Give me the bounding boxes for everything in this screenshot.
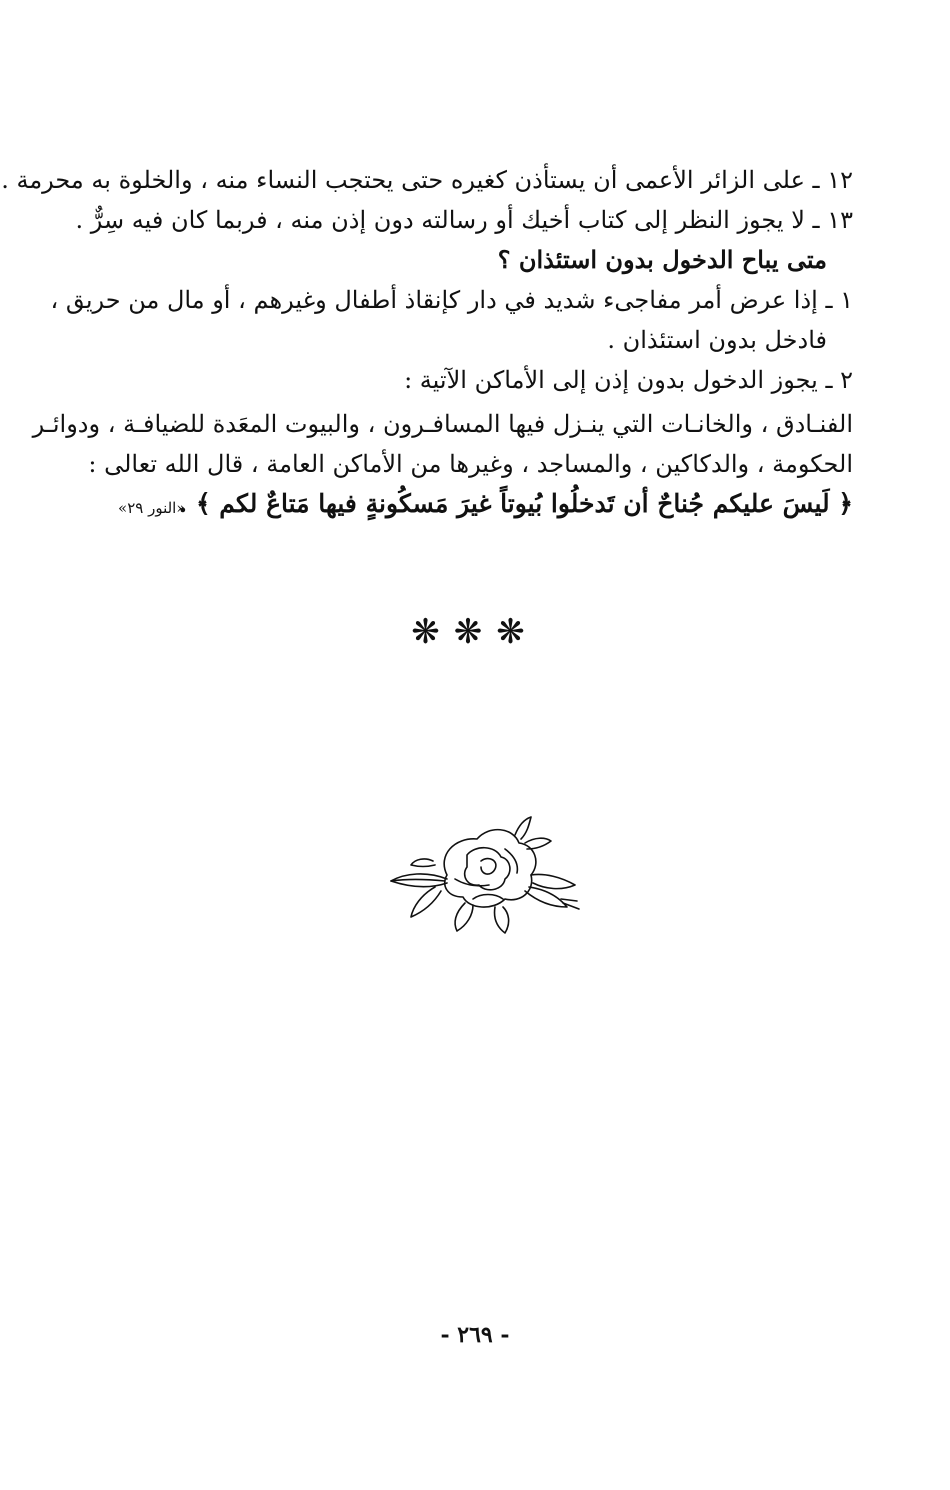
item-13: ١٣ ـ لا يجوز النظر إلى كتاب أخيك أو رسالته دون إذن منه ، فربما كان فيه سِرٌّ . xyxy=(75,206,853,234)
point-1-line-1: ١ ـ إذا عرض أمر مفاجىء شديد في دار كإنقاذ أطفال وغيرهم ، أو مال من حريق ، xyxy=(50,286,853,314)
rose-ornament-icon xyxy=(385,815,585,935)
paragraph-line-2: الحكومة ، والدكاكين ، والمساجد ، وغيرها من الأماكن العامة ، قال الله تعالى : xyxy=(88,450,853,478)
verse-row xyxy=(118,484,853,524)
text-block xyxy=(1,160,853,524)
section-heading: متى يباح الدخول بدون استئذان ؟ xyxy=(497,245,827,274)
section-separator: ❋❋❋ xyxy=(411,612,539,652)
paragraph-line-1: الفنـادق ، والخانـات التي ينـزل فيها المسافـرون ، والبيوت المعَدة للضيافـة ، ودوائـر xyxy=(32,410,853,438)
verse-reference: «النور ٢٩» xyxy=(118,499,186,517)
page-number: - ٢٦٩ - xyxy=(440,1322,510,1348)
point-2: ٢ ـ يجوز الدخول بدون إذن إلى الأماكن الآتية : xyxy=(404,366,853,394)
point-1-line-2: فادخل بدون استئذان . xyxy=(607,326,827,354)
item-12: ١٢ ـ على الزائر الأعمى أن يستأذن كغيره حتى يحتجب النساء منه ، والخلوة به محرمة . xyxy=(1,166,853,194)
quran-verse: ﴿ لَيسَ عليكم جُناحٌ أن تَدخلُوا بُيوتاً غيرَ مَسكُونةٍ فيها مَتاعٌ لكم ﴾ . xyxy=(178,489,853,518)
